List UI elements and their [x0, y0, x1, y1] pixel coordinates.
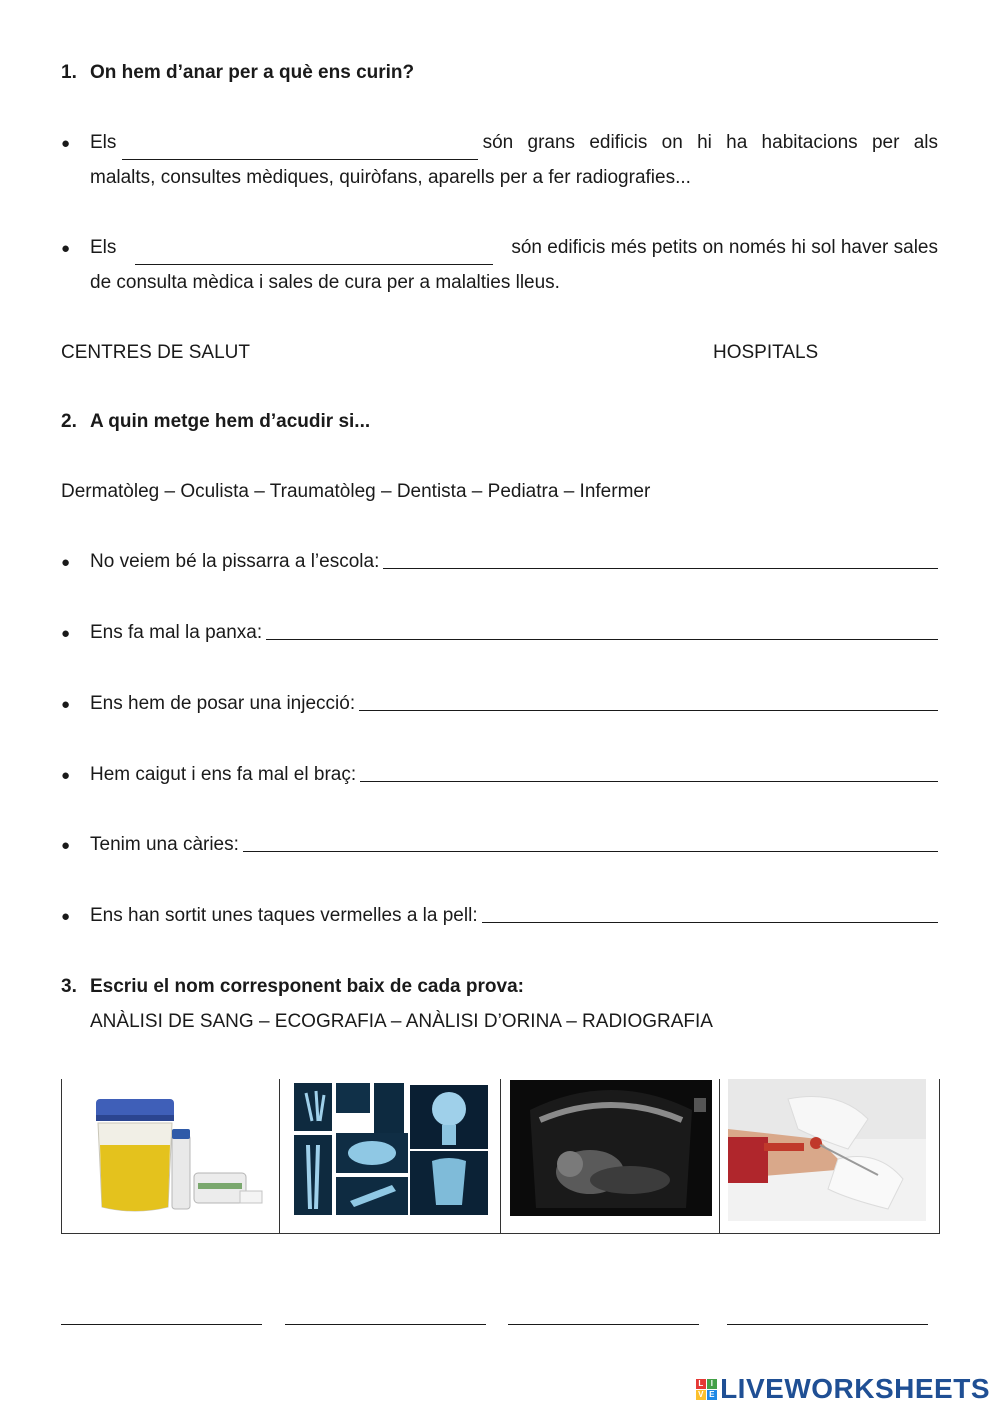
q3-options: ANÀLISI DE SANG – ECOGRAFIA – ANÀLISI D’ORINA – RADIOGRAFIA: [90, 1011, 713, 1032]
logo-text: LIVEWORKSHEETS: [720, 1373, 990, 1404]
q3-title: Escriu el nom corresponent baix de cada prova:: [90, 976, 524, 997]
table-divider: [500, 1079, 501, 1233]
q2-item: [90, 764, 938, 786]
q1-bullet2-line2: de consulta mèdica i sales de cura per a malalties lleus.: [90, 272, 560, 293]
bullet-icon: ●: [61, 554, 71, 571]
q2-item-label: Ens han sortit unes taques vermelles a la pell:: [90, 905, 478, 926]
table-divider: [719, 1079, 720, 1233]
q2-answer-blank[interactable]: [243, 851, 938, 852]
bullet-icon: ●: [61, 767, 71, 784]
urine-sample-image: [90, 1095, 265, 1215]
blood-test-image: [728, 1079, 926, 1221]
q1-number: 1.: [61, 62, 77, 83]
q1-title: On hem d’anar per a què ens curin?: [90, 62, 415, 83]
q2-options: Dermatòleg – Oculista – Traumatòleg – Dentista – Pediatra – Infermer: [61, 481, 651, 502]
ultrasound-image: [510, 1080, 712, 1216]
q2-item: [90, 551, 938, 573]
image-table: [61, 1079, 940, 1234]
q2-number: 2.: [61, 411, 77, 432]
q2-item: [90, 834, 938, 856]
q2-item-label: No veiem bé la pissarra a l’escola:: [90, 551, 380, 572]
q1-bullet1-rest: són grans edificis on hi ha habitacions per als: [482, 132, 938, 153]
bullet-icon: ●: [61, 240, 71, 257]
q2-item-label: Tenim una càries:: [90, 834, 239, 855]
x-ray-image: [292, 1081, 490, 1217]
q2-answer-blank[interactable]: [482, 922, 938, 923]
q1-blank-2[interactable]: [135, 247, 493, 265]
q1-bullet2-lead: Els: [90, 237, 117, 258]
q1-bullet1: [90, 125, 938, 195]
q2-item: [90, 622, 938, 644]
q1-bullet2: [90, 230, 938, 300]
q1-blank-1[interactable]: [122, 142, 478, 160]
q2-answer-blank[interactable]: [266, 639, 938, 640]
q2-item-label: Ens hem de posar una injecció:: [90, 693, 356, 714]
answer-line-3[interactable]: [508, 1324, 699, 1325]
q2-item: [90, 693, 938, 715]
q2-item-label: Hem caigut i ens fa mal el braç:: [90, 764, 357, 785]
q2-answer-blank[interactable]: [360, 781, 938, 782]
q2-title: A quin metge hem d’acudir si...: [90, 411, 371, 432]
q2-item-label: Ens fa mal la panxa:: [90, 622, 263, 643]
q1-option-right: HOSPITALS: [713, 342, 819, 363]
table-divider: [279, 1079, 280, 1233]
answer-line-2[interactable]: [285, 1324, 486, 1325]
q2-answer-blank[interactable]: [359, 710, 938, 711]
q2-item: [90, 905, 938, 927]
bullet-icon: ●: [61, 696, 71, 713]
q1-bullet2-rest: són edificis més petits on només hi sol haver sales: [511, 237, 938, 258]
liveworksheets-logo: [696, 1373, 990, 1405]
bullet-icon: ●: [61, 908, 71, 925]
answer-line-4[interactable]: [727, 1324, 928, 1325]
bullet-icon: ●: [61, 625, 71, 642]
logo-mark-icon: L I V E: [696, 1379, 717, 1400]
bullet-icon: ●: [61, 135, 71, 152]
q1-bullet1-lead: Els: [90, 132, 117, 153]
answer-line-1[interactable]: [61, 1324, 262, 1325]
q1-option-left: CENTRES DE SALUT: [61, 342, 250, 363]
q2-answer-blank[interactable]: [383, 568, 938, 569]
bullet-icon: ●: [61, 837, 71, 854]
q3-number: 3.: [61, 976, 77, 997]
q1-bullet1-line2: malalts, consultes mèdiques, quiròfans, aparells per a fer radiografies...: [90, 167, 691, 188]
